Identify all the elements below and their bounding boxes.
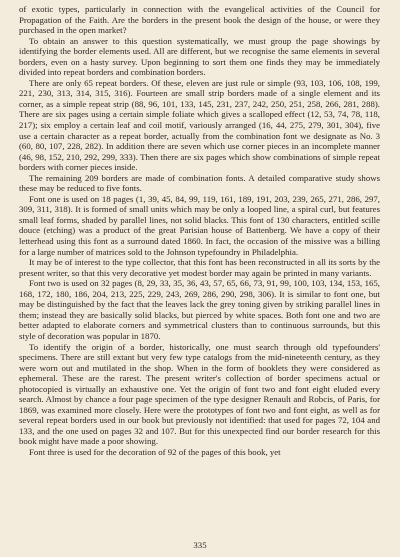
paragraph-4: The remaining 209 borders are made of combination fonts. A detailed comparative study shows these may be reduced to five fonts. <box>19 172 380 194</box>
paragraph-5: Font one is used on 18 pages (1, 39, 45, 84, 99, 119, 161, 189, 191, 203, 239, 265, 271, 286, 297, 309, 311, 318). It is formed of small units which may be only a looped line, a spiral curl, but features small leaf forms, shaded by parallel lines, not solid blacks. This font of 130 characters, entitled scille douce (etching) was a product of the great Parisian house of Battenberg. We have a copy of their letterhead using this font as a surround dated 1860. In fact, the occasion of the missive was a billing for a large number of matrices sold to the Johnson typefoundry in Philadelphia. <box>19 193 380 257</box>
paragraph-2: To obtain an answer to this question systematically, we must group the page showings by identifying the border elements used. All are different, but we recognise the same elements in several borders, even on a hasty survey. Upon beginning to sort them one finds they may be immediately divided into repeat borders and combination borders. <box>19 35 380 78</box>
paragraph-6: It may be of interest to the type collector, that this font has been reconstructed in all its sorts by the present writer, so that this very decorative yet modest border may again be printed in many variants. <box>19 257 380 278</box>
paragraph-8: To identify the origin of a border, historically, one must search through old typefounders' specimens. There are still extant but very few type catalogs from the mid-nineteenth century, as they were worn out and mutilated in the shop. When in the form of booklets they were considered as ephemeral. These are the rarest. The present writer's collection of border specimens actual or photocopied is virtually an exhaustive one. Yet the origin of font two and font eight eluded every search. Almost by chance a four page specimen of the type designer Renault and Robcis, of Paris, for 1869, was examined more closely. Here were the prototypes of font two and font eight, as well as for several repeat borders used in our book but previously not identified: that used for pages 72, 104 and 133, and the one used on pages 32 and 107. But for this unexpected find our border research for this book might have made a poor showing. <box>19 341 380 447</box>
page-number: 335 <box>193 540 207 550</box>
paragraph-9: Font three is used for the decoration of 92 of the pages of this book, yet <box>29 446 281 457</box>
paragraph-3: There are only 65 repeat borders. Of these, eleven are just rule or simple (93, 103, 106, 108, 199, 221, 230, 313, 314, 315, 316). Fourteen are small strip borders made of a single element and its corner, as a simple repeat strip (88, 96, 101, 133, 145, 231, 237, 242, 250, 251, 258, 266, 281, 288). There are six pages using a certain simple foliate which gives a scalloped effect (12, 53, 74, 78, 118, 217); six employ a certain leaf and coil motif, variously arranged (16, 44, 275, 279, 301, 304), five use a certain character as a repeat border, actually from the combination font we designate as No. 3 (60, 80, 107, 228, 282). In addition there are seven which use corner pieces in an incomplete manner (46, 98, 152, 210, 292, 299, 333). Then there are six pages which show combinations of simple repeat borders with corner pieces inside. <box>19 77 380 173</box>
paragraph-1: of exotic types, particularly in connection with the evangelical activities of the Council for Propagation of the Faith. Are the borders in the present book the design of the house, or were they purchased in the open market? <box>19 4 380 36</box>
paragraph-7: Font two is used on 32 pages (8, 29, 33, 35, 36, 43, 57, 65, 66, 73, 91, 99, 100, 103, 134, 153, 165, 168, 172, 180, 186, 204, 213, 225, 229, 243, 269, 286, 290, 298, 306). It is similar to font one, but may be distinguished by the fact that the leaves lack the grey toning given by striking parallel lines in them; instead they are basically solid blacks, but pierced by white spaces. Both font one and two are better adapted to elaborate corners and symmetrical clusters than to continuous surrounds, but this style of decoration was popular in 1870. <box>19 278 380 341</box>
